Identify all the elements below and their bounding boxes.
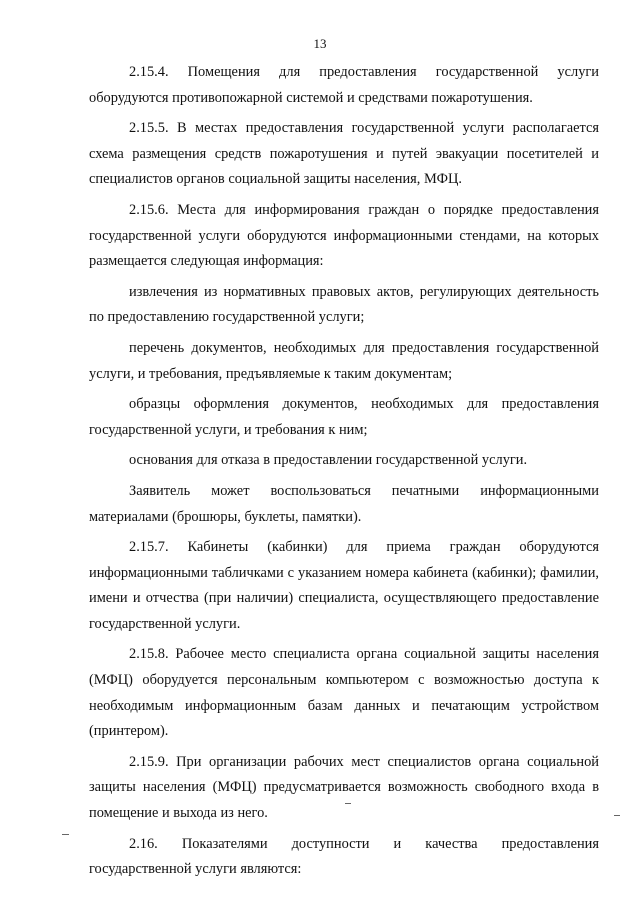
paragraph-2-16: 2.16. Показателями доступности и качества предоставления государственной услуги являются: (89, 835, 599, 878)
paragraph-2-15-7: 2.15.7. Кабинеты (кабинки) для приема граждан оборудуются информационными табличками с указанием номера кабинета (кабинки); фамилии, имени и отчества (при наличии) специалиста, осуществляющего предоставление государственной услуги. (89, 539, 599, 632)
scan-mark-center (345, 803, 351, 804)
paragraph-2-15-6: 2.15.6. Места для информирования граждан о порядке предоставления государственной услуги оборудуются информационными стендами, на которых размещается следующая информация: (89, 201, 599, 270)
list-item-documents: перечень документов, необходимых для предоставления государственной услуги, и требования, предъявляемые к таким документам; (89, 339, 599, 382)
scan-mark-right (614, 815, 620, 816)
scan-mark-left (62, 834, 69, 835)
page-number: 13 (313, 36, 327, 51)
paragraph-2-15-5: 2.15.5. В местах предоставления государственной услуги располагается схема размещения средств пожаротушения и путей эвакуации посетителей и специалистов органов социальной защиты населения, МФЦ. (89, 120, 599, 188)
paragraph-applicant-materials: Заявитель может воспользоваться печатными информационными материалами (брошюры, буклеты, памятки). (89, 482, 599, 525)
paragraph-2-15-9: 2.15.9. При организации рабочих мест специалистов органа социальной защиты населения (МФЦ) предусматривается возможность свободного входа в помещение и выхода из него. (89, 753, 599, 822)
list-item-legal-acts: извлечения из нормативных правовых актов, регулирующих деятельность по предоставлению государственной услуги; (89, 283, 599, 326)
document-body (89, 60, 599, 888)
paragraph-2-15-4: 2.15.4. Помещения для предоставления государственной услуги оборудуются противопожарной системой и средствами пожаротушения. (89, 64, 599, 106)
list-item-refusal-grounds: основания для отказа в предоставлении государственной услуги. (129, 452, 528, 469)
list-item-samples: образцы оформления документов, необходимых для предоставления государственной услуги, и требования к ним; (89, 396, 599, 438)
paragraph-2-15-8: 2.15.8. Рабочее место специалиста органа социальной защиты населения (МФЦ) оборудуется персональным компьютером с возможностью доступа к необходимым информационным базам данных и печатающим устройством (принтером). (89, 646, 599, 740)
